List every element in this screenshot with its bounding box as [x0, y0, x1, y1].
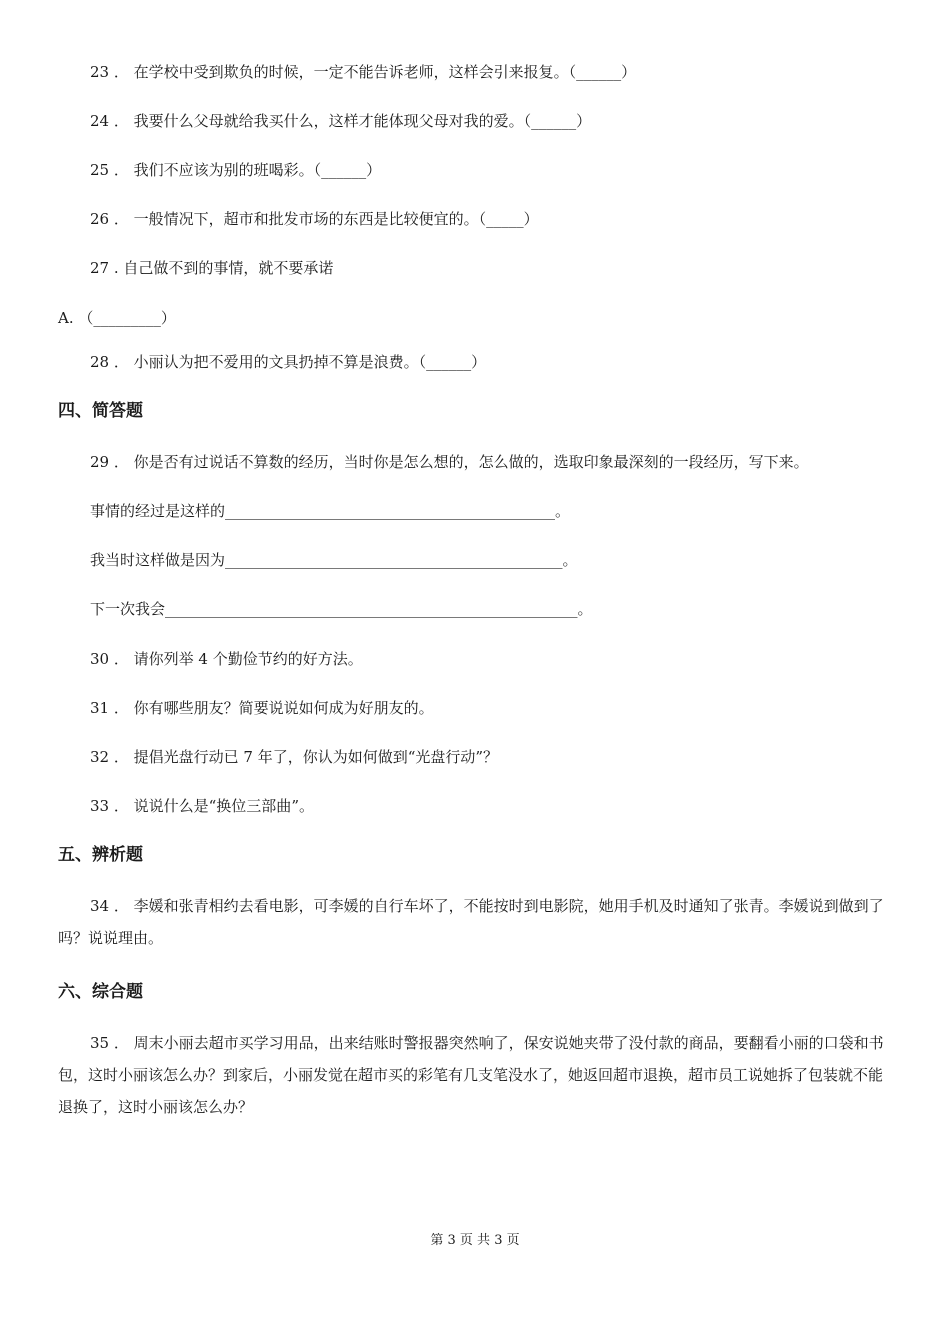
question-text: 提倡光盘行动已 7 年了，你认为如何做到“光盘行动”？	[128, 748, 499, 766]
question-34: 34 ． 李媛和张青相约去看电影，可李媛的自行车坏了，不能按时到电影院，她用手机及时通知了张青。李媛说到做到了吗？说说理由。	[58, 897, 884, 947]
question-27	[90, 258, 333, 278]
question-number: 24	[90, 112, 110, 130]
question-text: 你有哪些朋友？简要说说如何成为好朋友的。	[128, 699, 434, 717]
fill-line-reason: 我当时这样做是因为_____________________________________________。	[90, 551, 578, 569]
question-number: 23	[90, 63, 110, 81]
question-separator: ．	[109, 748, 129, 766]
option-text: （_________）	[73, 309, 176, 327]
question-32	[90, 747, 498, 767]
question-number: 31	[90, 699, 110, 717]
question-31	[90, 698, 434, 718]
question-23	[90, 62, 636, 82]
question-separator: ．	[109, 161, 129, 179]
question-29	[90, 452, 809, 472]
section-heading-short-answer: 四、简答题	[58, 401, 143, 421]
fill-line-experience: 事情的经过是这样的____________________________________________。	[90, 502, 571, 520]
question-text: 请你列举 4 个勤俭节约的好方法。	[128, 650, 363, 668]
question-30	[90, 649, 363, 669]
option-a	[58, 308, 176, 328]
section-heading-analysis: 五、辨析题	[58, 845, 143, 865]
question-number: 25	[90, 161, 110, 179]
question-text: 你是否有过说话不算数的经历，当时你是怎么想的，怎么做的，选取印象最深刻的一段经历，写下来。	[128, 453, 809, 471]
question-number: 27	[90, 259, 110, 277]
question-text: 自己做不到的事情，就不要承诺	[118, 259, 334, 277]
question-separator: .	[109, 259, 119, 277]
question-24	[90, 111, 591, 131]
question-separator: ．	[109, 699, 129, 717]
question-text: 一般情况下，超市和批发市场的东西是比较便宜的。（_____）	[128, 210, 539, 228]
question-number: 26	[90, 210, 110, 228]
question-separator: ．	[109, 797, 129, 815]
question-separator: ．	[109, 650, 129, 668]
question-number: 30	[90, 650, 110, 668]
question-number: 29	[90, 453, 110, 471]
question-number: 32	[90, 748, 110, 766]
question-28	[90, 352, 486, 372]
question-separator: ．	[109, 112, 129, 130]
question-text: 在学校中受到欺负的时候，一定不能告诉老师，这样会引来报复。（______）	[128, 63, 637, 81]
question-text: 我们不应该为别的班喝彩。（______）	[128, 161, 382, 179]
question-separator: ．	[109, 210, 129, 228]
question-25	[90, 160, 381, 180]
page-footer: 第 3 页 共 3 页	[430, 1233, 520, 1248]
question-text: 说说什么是“换位三部曲”。	[128, 797, 314, 815]
question-separator: ．	[109, 63, 129, 81]
option-separator: .	[68, 309, 74, 327]
question-33	[90, 796, 314, 816]
section-heading-comprehensive: 六、综合题	[58, 982, 143, 1002]
question-35: 35 ． 周末小丽去超市买学习用品，出来结账时警报器突然响了，保安说她夹带了没付款的商品，要翻看小丽的口袋和书包，这时小丽该怎么办？到家后，小丽发觉在超市买的彩笔有几支笔没水了，她返回超市退换，超市员工说她拆了包装就不能退换了，这时小丽该怎么办？	[58, 1034, 884, 1116]
question-26	[90, 209, 539, 229]
question-separator: ．	[109, 453, 129, 471]
fill-line-next-time: 下一次我会_______________________________________________________。	[90, 600, 593, 618]
question-number: 28	[90, 353, 110, 371]
question-separator: ．	[109, 353, 129, 371]
question-text: 小丽认为把不爱用的文具扔掉不算是浪费。（______）	[128, 353, 487, 371]
question-number: 33	[90, 797, 110, 815]
option-letter: A	[58, 309, 69, 327]
question-text: 我要什么父母就给我买什么，这样才能体现父母对我的爱。（______）	[128, 112, 592, 130]
